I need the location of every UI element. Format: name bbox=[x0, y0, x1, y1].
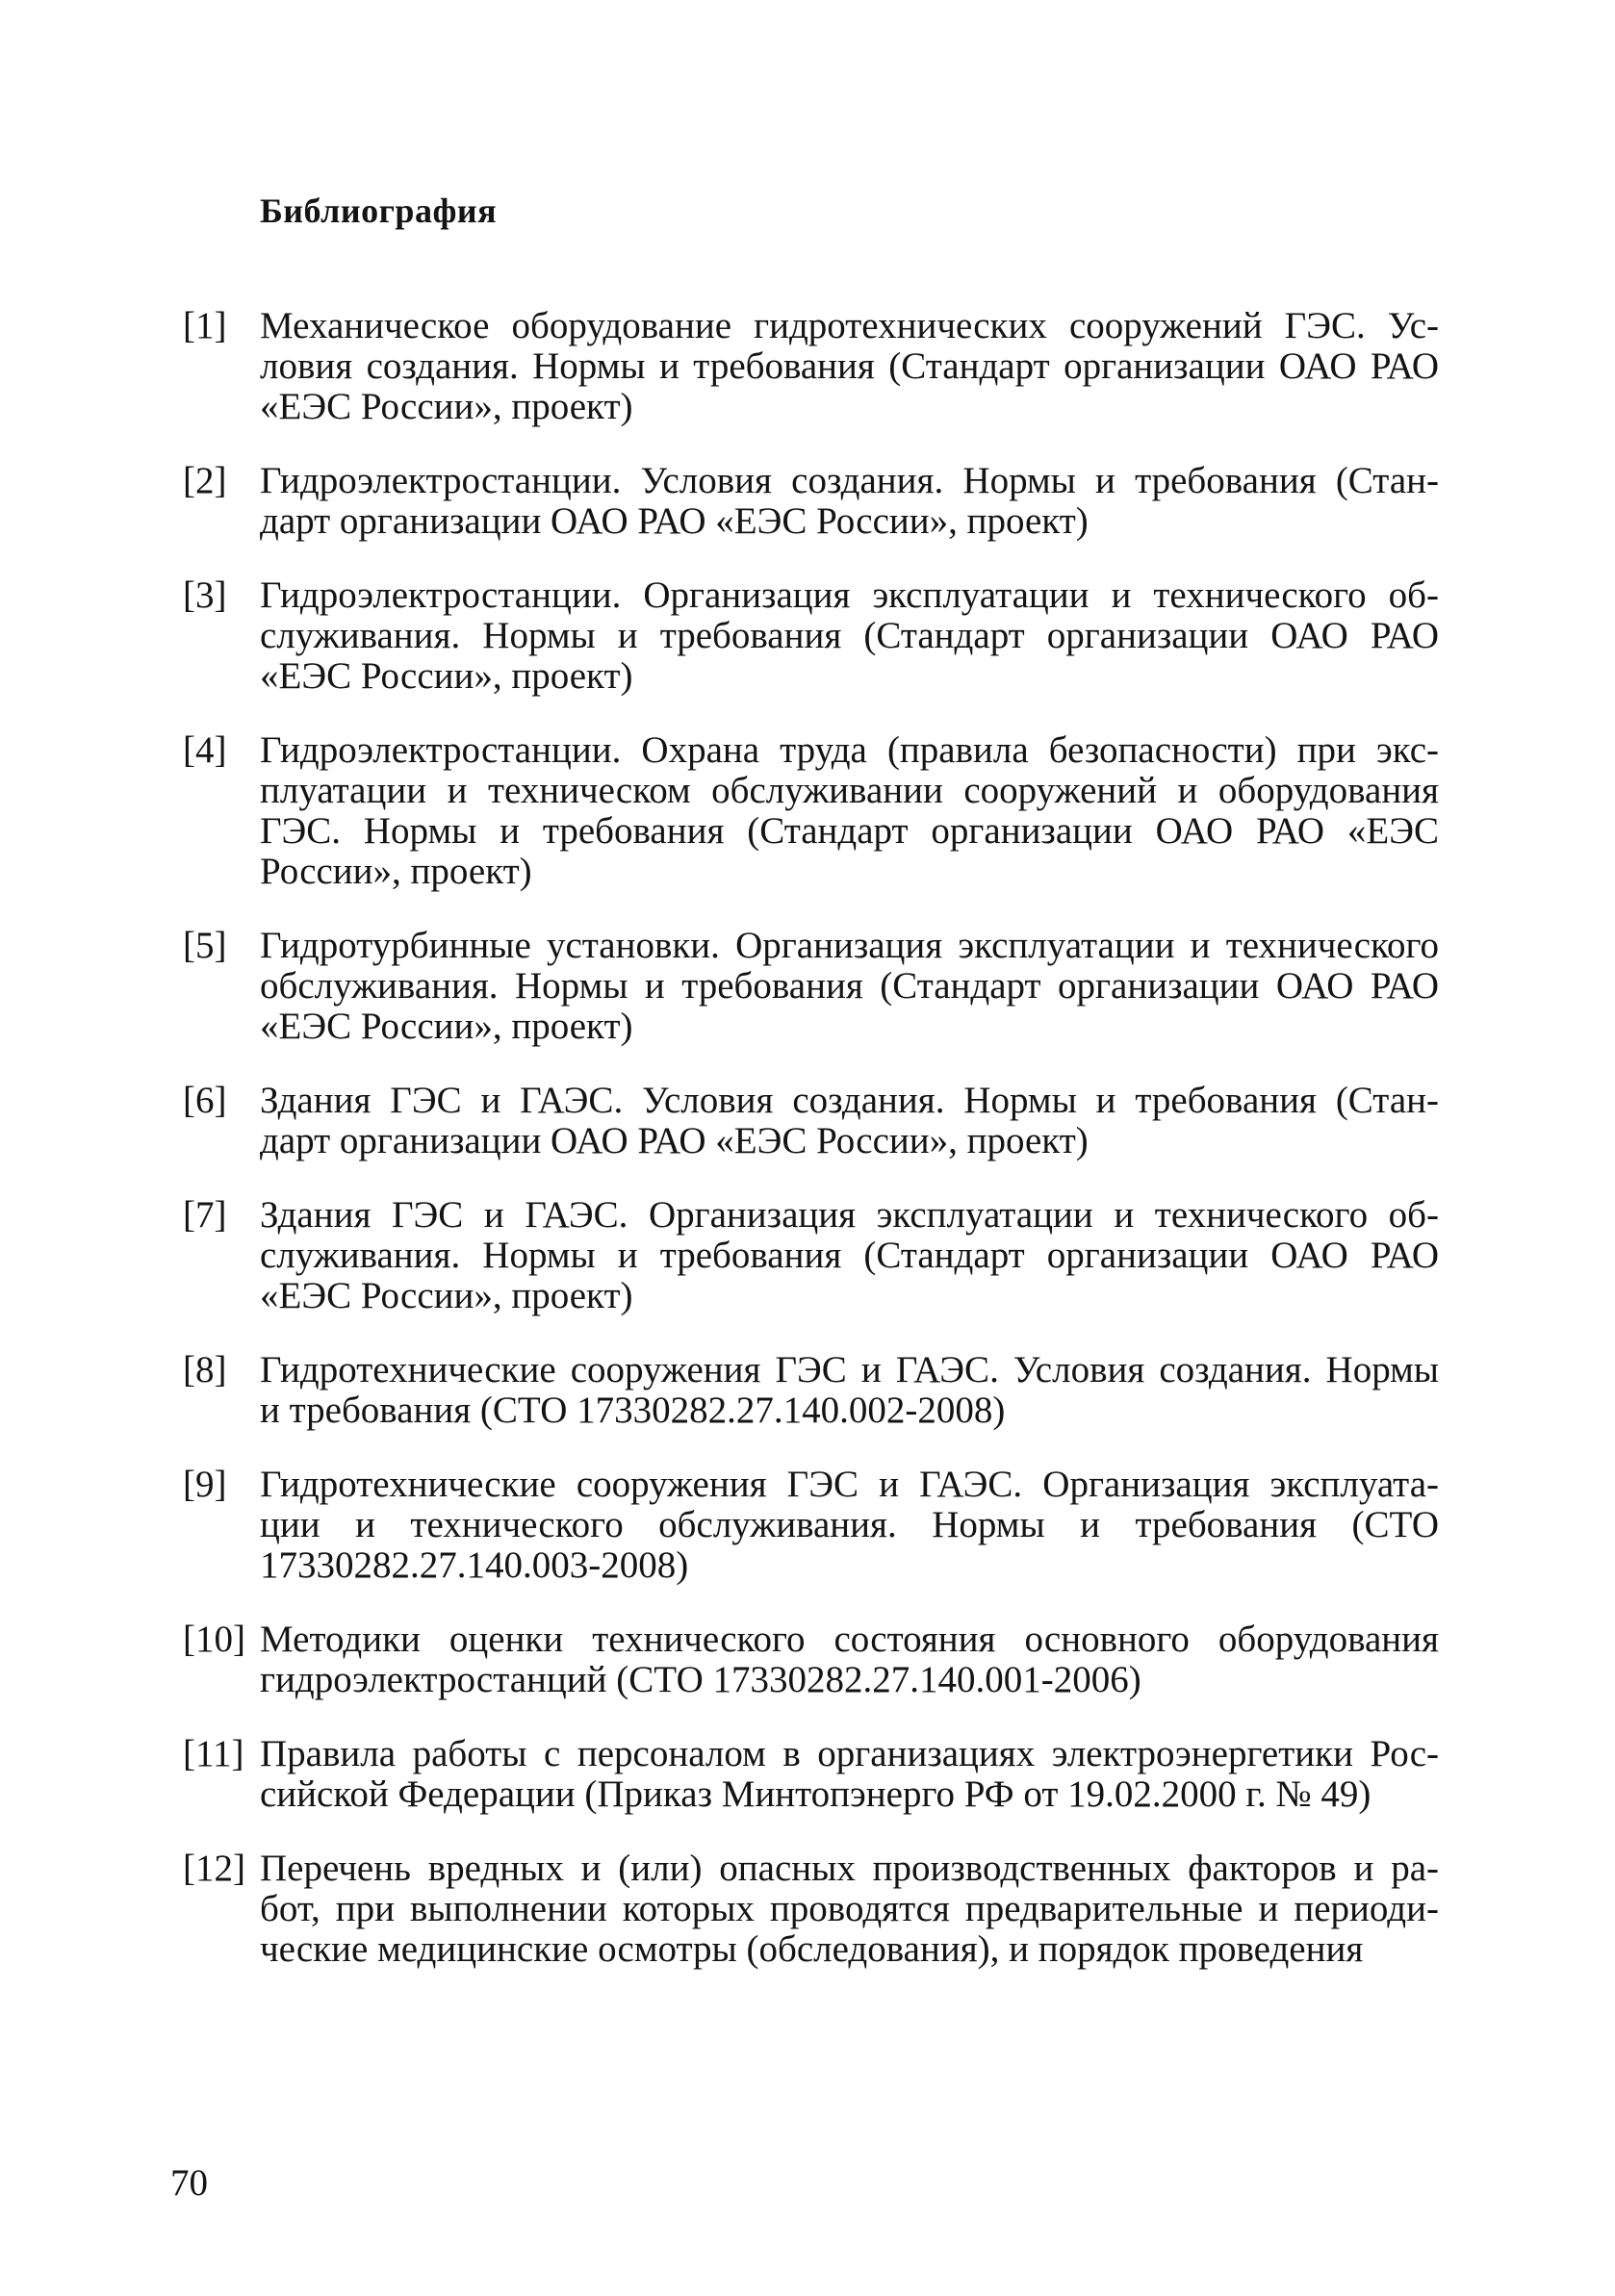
entry-text-line: Правила работы с персоналом в организациях электроэнергетики Рос- bbox=[260, 1733, 1439, 1774]
entry-text-line: гидроэлектростанций (СТО 17330282.27.140.001-2006) bbox=[260, 1659, 1141, 1700]
entry-text bbox=[260, 1734, 1439, 1815]
entry-text-line: Гидротурбинные установки. Организация эксплуатации и технического bbox=[260, 925, 1439, 966]
entry-text bbox=[260, 730, 1439, 892]
bibliography-list bbox=[183, 306, 1453, 2003]
bibliography-entry bbox=[183, 1734, 1453, 1815]
bibliography-entry bbox=[183, 1081, 1453, 1161]
entry-text bbox=[260, 1350, 1439, 1431]
entry-text-line: России», проект) bbox=[260, 851, 532, 892]
entry-text bbox=[260, 575, 1439, 697]
bibliography-entry bbox=[183, 1465, 1453, 1586]
entry-text-line: «ЕЭС России», проект) bbox=[260, 386, 633, 427]
entry-number: [6] bbox=[183, 1080, 227, 1121]
bibliography-entry bbox=[183, 1350, 1453, 1431]
entry-text-line: «ЕЭС России», проект) bbox=[260, 655, 633, 697]
entry-number: [2] bbox=[183, 460, 227, 501]
entry-text-line: Гидроэлектростанции. Условия создания. Нормы и требования (Стан- bbox=[260, 460, 1439, 501]
entry-number: [11] bbox=[183, 1733, 244, 1774]
entry-number: [1] bbox=[183, 305, 227, 346]
entry-text-line: дарт организации ОАО РАО «ЕЭС России», проект) bbox=[260, 1120, 1089, 1161]
entry-number: [12] bbox=[183, 1848, 245, 1889]
entry-number: [4] bbox=[183, 729, 227, 771]
entry-text-line: 17330282.27.140.003-2008) bbox=[260, 1544, 689, 1586]
entry-text bbox=[260, 461, 1439, 542]
entry-text-line: Методики оценки технического состояния основного оборудования bbox=[260, 1619, 1439, 1660]
bibliography-entry bbox=[183, 306, 1453, 427]
entry-text-line: обслуживания. Нормы и требования (Стандарт организации ОАО РАО bbox=[260, 965, 1439, 1007]
entry-number: [8] bbox=[183, 1349, 227, 1390]
entry-text-line: Гидроэлектростанции. Охрана труда (правила безопасности) при экс- bbox=[260, 729, 1439, 771]
entry-number: [3] bbox=[183, 574, 227, 616]
entry-text-line: Здания ГЭС и ГАЭС. Организация эксплуатации и технического об- bbox=[260, 1194, 1439, 1236]
entry-text-line: бот, при выполнении которых проводятся предварительные и периоди- bbox=[260, 1888, 1439, 1929]
entry-text-line: Гидроэлектростанции. Организация эксплуатации и технического об- bbox=[260, 574, 1439, 616]
entry-text-line: плуатации и техническом обслуживании сооружений и оборудования bbox=[260, 770, 1439, 811]
page-number: 70 bbox=[170, 2162, 208, 2204]
entry-text-line: сийской Федерации (Приказ Минтопэнерго РФ от 19.02.2000 г. № 49) bbox=[260, 1773, 1371, 1815]
entry-text bbox=[260, 1620, 1439, 1700]
entry-text-line: Гидротехнические сооружения ГЭС и ГАЭС. Условия создания. Нормы bbox=[260, 1349, 1439, 1390]
entry-text bbox=[260, 1195, 1439, 1316]
entry-text bbox=[260, 1465, 1439, 1586]
bibliography-entry bbox=[183, 575, 1453, 697]
entry-text-line: Механическое оборудование гидротехнических сооружений ГЭС. Ус- bbox=[260, 305, 1439, 346]
page-title: Библиография bbox=[260, 191, 498, 230]
entry-text-line: служивания. Нормы и требования (Стандарт организации ОАО РАО bbox=[260, 615, 1439, 656]
entry-number: [10] bbox=[183, 1619, 245, 1660]
bibliography-entry bbox=[183, 1195, 1453, 1316]
entry-text bbox=[260, 306, 1439, 427]
entry-text-line: Гидротехнические сооружения ГЭС и ГАЭС. Организация эксплуата- bbox=[260, 1464, 1439, 1505]
bibliography-entry bbox=[183, 730, 1453, 892]
entry-text-line: дарт организации ОАО РАО «ЕЭС России», проект) bbox=[260, 500, 1089, 542]
entry-text-line: ГЭС. Нормы и требования (Стандарт организации ОАО РАО «ЕЭС bbox=[260, 810, 1439, 852]
entry-text-line: ловия создания. Нормы и требования (Стандарт организации ОАО РАО bbox=[260, 345, 1439, 387]
entry-text bbox=[260, 1081, 1439, 1161]
bibliography-entry bbox=[183, 1620, 1453, 1700]
entry-text bbox=[260, 1849, 1439, 1970]
entry-text-line: «ЕЭС России», проект) bbox=[260, 1275, 633, 1316]
entry-text bbox=[260, 926, 1439, 1047]
bibliography-entry bbox=[183, 926, 1453, 1047]
bibliography-entry bbox=[183, 1849, 1453, 1970]
bibliography-entry bbox=[183, 461, 1453, 542]
entry-number: [5] bbox=[183, 925, 227, 966]
entry-text-line: ческие медицинские осмотры (обследования), и порядок проведения bbox=[260, 1928, 1364, 1970]
entry-text-line: «ЕЭС России», проект) bbox=[260, 1006, 633, 1047]
entry-text-line: ции и технического обслуживания. Нормы и требования (СТО bbox=[260, 1504, 1439, 1545]
entry-number: [7] bbox=[183, 1194, 227, 1236]
entry-text-line: Перечень вредных и (или) опасных производственных факторов и ра- bbox=[260, 1848, 1439, 1889]
entry-number: [9] bbox=[183, 1464, 227, 1505]
entry-text-line: Здания ГЭС и ГАЭС. Условия создания. Нормы и требования (Стан- bbox=[260, 1080, 1439, 1121]
entry-text-line: служивания. Нормы и требования (Стандарт организации ОАО РАО bbox=[260, 1235, 1439, 1276]
entry-text-line: и требования (СТО 17330282.27.140.002-2008) bbox=[260, 1390, 1006, 1431]
